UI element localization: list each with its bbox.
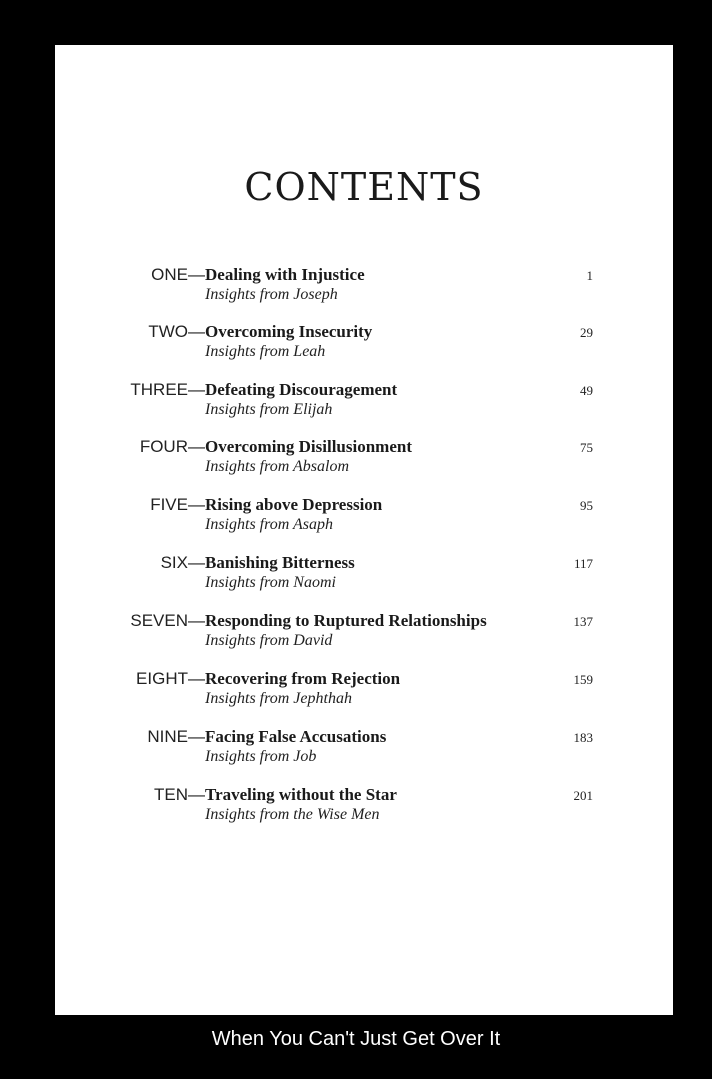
toc-entry (55, 726, 673, 772)
chapter-number: FIVE— (150, 495, 205, 514)
chapter-subtitle: Insights from Asaph (205, 516, 334, 533)
chapter-number: SIX— (160, 553, 205, 572)
book-page (55, 45, 673, 1015)
chapter-subtitle: Insights from Absalom (205, 458, 350, 475)
chapter-page-number: 49 (580, 383, 593, 398)
chapter-page-number: 29 (580, 325, 593, 340)
page-title: CONTENTS (244, 165, 484, 209)
chapter-subtitle: Insights from Naomi (205, 574, 336, 591)
chapter-title: Traveling without the Star (205, 785, 397, 804)
chapter-subtitle: Insights from Elijah (205, 401, 333, 418)
toc-entry (55, 784, 673, 830)
chapter-number: FOUR— (139, 437, 205, 456)
chapter-title: Overcoming Insecurity (205, 322, 373, 341)
chapter-page-number: 137 (573, 614, 593, 629)
chapter-subtitle: Insights from the Wise Men (205, 806, 380, 823)
chapter-title: Recovering from Rejection (205, 669, 401, 688)
chapter-number: EIGHT— (136, 669, 205, 688)
chapter-title: Overcoming Disillusionment (205, 437, 412, 456)
chapter-subtitle: Insights from Jephthah (205, 690, 352, 707)
toc-entry (55, 668, 673, 714)
chapter-number: THREE— (130, 380, 205, 399)
chapter-subtitle: Insights from Job (205, 748, 317, 765)
chapter-page-number: 75 (580, 440, 593, 455)
chapter-subtitle: Insights from Joseph (205, 286, 338, 303)
toc-entry (55, 610, 673, 656)
chapter-number: SEVEN— (130, 611, 205, 630)
toc-entry (55, 379, 673, 425)
toc-entry (55, 436, 673, 482)
toc-entry (55, 552, 673, 598)
chapter-title: Defeating Discouragement (205, 380, 398, 399)
toc-entry (55, 494, 673, 540)
chapter-page-number: 159 (573, 672, 593, 687)
chapter-page-number: 201 (573, 788, 593, 803)
chapter-page-number: 95 (580, 498, 593, 513)
chapter-title: Rising above Depression (205, 495, 383, 514)
chapter-number: ONE— (151, 265, 205, 284)
chapter-number: TEN— (154, 785, 205, 804)
chapter-page-number: 1 (586, 268, 593, 283)
chapter-page-number: 183 (573, 730, 593, 745)
chapter-subtitle: Insights from Leah (205, 343, 326, 360)
toc-entry (55, 264, 673, 310)
chapter-title: Banishing Bitterness (205, 553, 355, 572)
image-caption: When You Can't Just Get Over It (211, 1028, 501, 1050)
chapter-title: Responding to Ruptured Relationships (205, 611, 487, 630)
chapter-number: TWO— (148, 322, 205, 341)
toc-entry (55, 321, 673, 367)
chapter-subtitle: Insights from David (205, 632, 333, 649)
chapter-page-number: 117 (573, 556, 593, 571)
chapter-title: Dealing with Injustice (205, 265, 365, 284)
chapter-number: NINE— (147, 727, 205, 746)
chapter-title: Facing False Accusations (205, 727, 387, 746)
